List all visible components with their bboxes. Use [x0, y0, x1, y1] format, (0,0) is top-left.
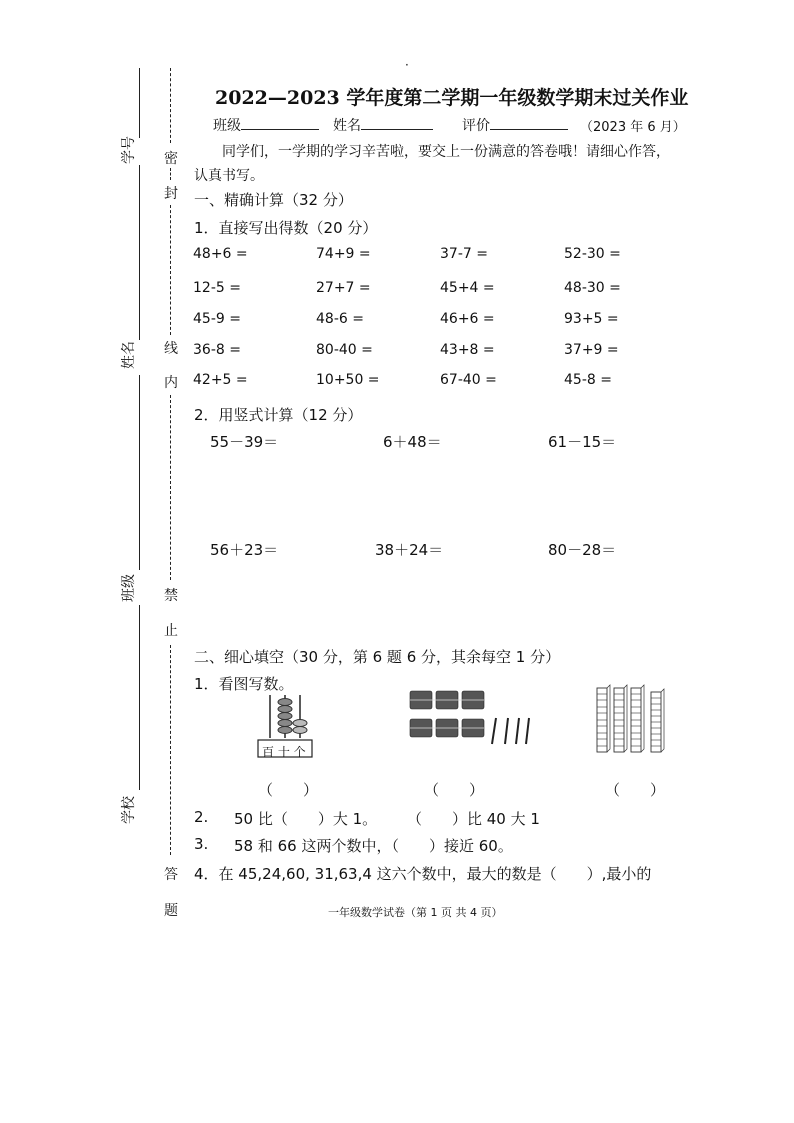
q2-4-text[interactable]: 4．在 45,24,60, 31,63,4 这六个数中，最大的数是（ ）,最小的 [194, 865, 652, 883]
margin-rule-class [139, 375, 140, 570]
mental-item[interactable]: 37-7 = [440, 246, 488, 262]
mental-item[interactable]: 36-8 = [193, 342, 241, 358]
mental-item[interactable]: 12-5 = [193, 280, 241, 296]
seal-char-zhi: 止 [164, 623, 178, 639]
mental-item[interactable]: 48-6 = [316, 311, 364, 327]
exam-date: （2023 年 6 月） [580, 120, 686, 135]
seal-char-mi: 密 [164, 151, 178, 167]
grade-blank[interactable] [490, 115, 568, 130]
answer-blank-abacus[interactable]: （ ） [258, 781, 319, 799]
mental-item[interactable]: 45-8 = [564, 372, 612, 388]
q2-3-number: 3. [194, 835, 209, 853]
header-dot: · [405, 58, 409, 72]
vertical-calc-item[interactable]: 6＋48＝ [383, 433, 442, 451]
mental-item[interactable]: 10+50 = [316, 372, 380, 388]
vertical-calc-item[interactable]: 80－28＝ [548, 541, 617, 559]
mental-item[interactable]: 74+9 = [316, 246, 371, 262]
q2-2-part-a[interactable]: 50 比（ ）大 1。 [234, 810, 378, 828]
vertical-calc-item[interactable]: 61－15＝ [548, 433, 617, 451]
vertical-calc-item[interactable]: 55－39＝ [210, 433, 279, 451]
seal-char-ti: 题 [164, 903, 178, 919]
margin-rule-school [139, 605, 140, 790]
page-footer: 一年级数学试卷（第 1 页 共 4 页） [328, 906, 503, 919]
q2-2-number: 2. [194, 808, 209, 826]
class-label: 班级 [121, 574, 137, 602]
mental-item[interactable]: 93+5 = [564, 311, 619, 327]
q2-title: 2．用竖式计算（12 分） [194, 406, 363, 424]
mental-item[interactable]: 42+5 = [193, 372, 248, 388]
grade-field-label: 评价 [462, 118, 490, 134]
seal-line [170, 168, 171, 180]
seal-char-feng: 封 [164, 186, 178, 202]
vertical-calc-item[interactable]: 38＋24＝ [375, 541, 444, 559]
name-field [333, 115, 433, 135]
seal-char-da: 答 [164, 867, 178, 883]
cube-columns-picture [593, 684, 673, 756]
mental-item[interactable]: 48-30 = [564, 280, 621, 296]
grade-field [462, 115, 568, 135]
page-title: 2022—2023 学年度第二学期一年级数学期末过关作业 [215, 87, 689, 109]
mental-item[interactable]: 43+8 = [440, 342, 495, 358]
q2-2-part-b[interactable]: （ ）比 40 大 1 [407, 810, 540, 828]
q1-title: 1．直接写出得数（20 分） [194, 219, 378, 237]
class-field-label: 班级 [213, 118, 241, 134]
student-no-label: 学号 [121, 136, 137, 164]
mental-item[interactable]: 37+9 = [564, 342, 619, 358]
mental-item[interactable]: 48+6 = [193, 246, 248, 262]
mental-item[interactable]: 27+7 = [316, 280, 371, 296]
mental-item[interactable]: 45+4 = [440, 280, 495, 296]
name-label: 姓名 [121, 341, 137, 369]
name-field-label: 姓名 [333, 118, 361, 134]
seal-line [170, 395, 171, 580]
answer-blank-sticks[interactable]: （ ） [424, 781, 485, 799]
class-field [213, 115, 319, 135]
section-2-title: 二、细心填空（30 分，第 6 题 6 分，其余每空 1 分） [194, 648, 561, 666]
answer-blank-cubes[interactable]: （ ） [605, 781, 666, 799]
name-blank[interactable] [361, 115, 433, 130]
school-label: 学校 [121, 796, 137, 824]
class-blank[interactable] [241, 115, 319, 130]
margin-rule-student-no [139, 68, 140, 138]
seal-char-nei: 内 [164, 375, 178, 391]
q2-1-title: 1．看图写数。 [194, 675, 294, 693]
seal-line [170, 68, 171, 143]
intro-line-2: 认真书写。 [194, 168, 264, 184]
vertical-calc-item[interactable]: 56＋23＝ [210, 541, 279, 559]
mental-item[interactable]: 46+6 = [440, 311, 495, 327]
seal-char-jin: 禁 [164, 588, 178, 604]
mental-item[interactable]: 52-30 = [564, 246, 621, 262]
intro-line-1: 同学们，一学期的学习辛苦啦，要交上一份满意的答卷哦！请细心作答， [222, 144, 670, 160]
section-1-title: 一、精确计算（32 分） [194, 191, 353, 209]
mental-item[interactable]: 67-40 = [440, 372, 497, 388]
bundled-sticks-picture [408, 688, 533, 750]
mental-item[interactable]: 80-40 = [316, 342, 373, 358]
seal-line [170, 645, 171, 855]
mental-item[interactable]: 45-9 = [193, 311, 241, 327]
seal-line [170, 205, 171, 335]
seal-char-xian: 线 [164, 341, 178, 357]
q2-3-text[interactable]: 58 和 66 这两个数中，（ ）接近 60。 [234, 837, 513, 855]
abacus-place-labels: 百 十 个 [262, 745, 306, 759]
margin-rule-name [139, 165, 140, 340]
